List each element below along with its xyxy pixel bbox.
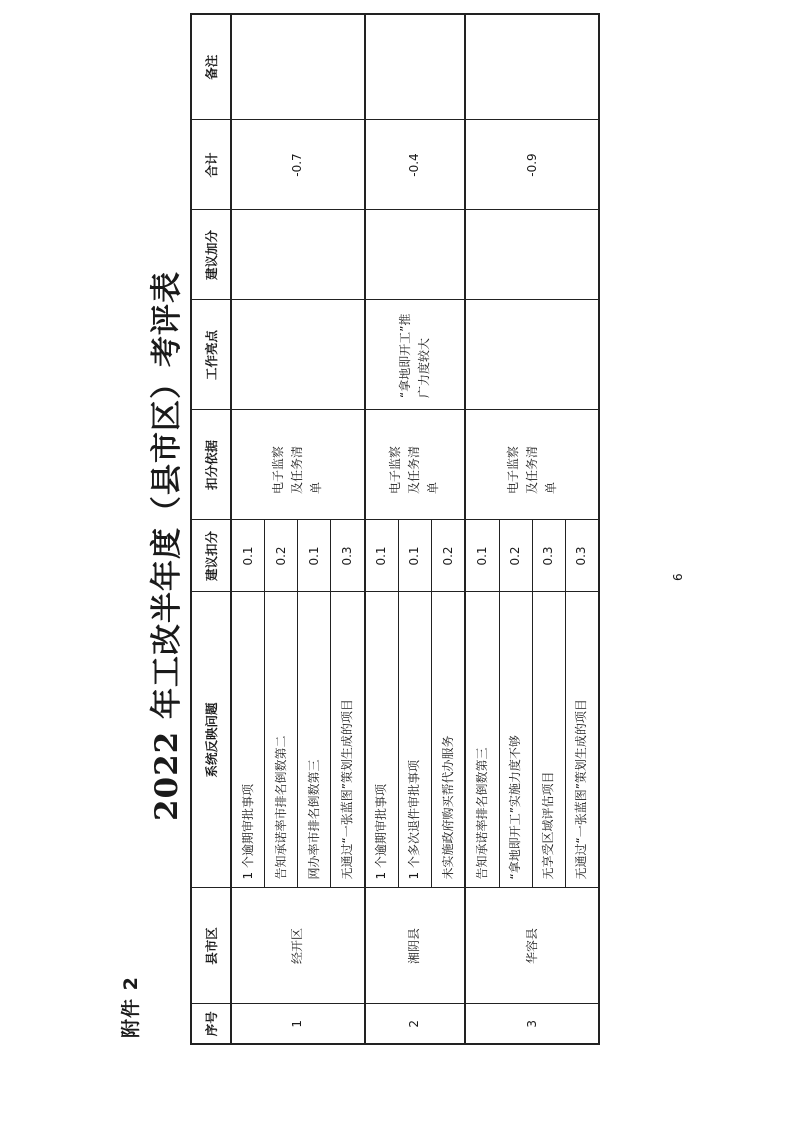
page-number: 6 [671,573,685,581]
deduct-cell: 0.1 [398,520,431,592]
deduct-cell: 0.1 [365,520,399,592]
issue-cell: 未实施政府购买帮代办服务 [431,592,465,888]
deduct-cell: 0.3 [532,520,565,592]
header-basis: 扣分依据 [191,410,231,520]
county-cell: 湘阴县 [365,888,466,1004]
document-title: 2022 年工改半年度（县市区）考评表 [149,270,185,822]
header-county: 县市区 [191,888,231,1004]
seq-cell: 1 [231,1004,365,1044]
county-cell: 经开区 [231,888,365,1004]
remark-cell [465,14,599,120]
deduct-cell: 0.2 [265,520,298,592]
suggest-add-cell [465,210,599,300]
deduct-cell: 0.2 [499,520,532,592]
highlight-cell [231,300,365,410]
header-total: 合计 [191,120,231,210]
annex-label: 附件 2 [120,976,142,1038]
total-cell: -0.9 [465,120,599,210]
header-remark: 备注 [191,14,231,120]
header-suggest-add: 建议加分 [191,210,231,300]
highlight-cell [465,300,599,410]
remark-cell [365,14,466,120]
seq-cell: 3 [465,1004,599,1044]
seq-cell: 2 [365,1004,466,1044]
basis-text: 电子监察及任务清单 [505,445,558,494]
issue-cell: 1 个多次退件审批事项 [398,592,431,888]
remark-cell [231,14,365,120]
header-seq: 序号 [191,1004,231,1044]
issue-cell: 告知承诺率市排名倒数第二 [265,592,298,888]
deduct-cell: 0.1 [465,520,499,592]
basis-cell [365,410,466,520]
issue-cell: 无享受区域评估项目 [532,592,565,888]
deduct-cell: 0.3 [331,520,365,592]
header-highlight: 工作亮点 [191,300,231,410]
basis-text: 电子监察及任务清单 [388,445,441,494]
deduct-cell: 0.2 [431,520,465,592]
header-suggest-deduct: 建议扣分 [191,520,231,592]
highlight-cell [365,300,466,410]
table-row [365,14,399,1044]
header-issue: 系统反映问题 [191,592,231,888]
evaluation-table [190,13,600,1045]
issue-cell: 无通过“一张蓝图”策划生成的项目 [565,592,599,888]
suggest-add-cell [365,210,466,300]
basis-text: 电子监察及任务清单 [271,445,324,494]
total-cell: -0.7 [231,120,365,210]
highlight-text: “拿地即开工”推广力度较大 [397,313,431,398]
county-cell: 华容县 [465,888,599,1004]
suggest-add-cell [231,210,365,300]
deduct-cell: 0.1 [298,520,331,592]
deduct-cell: 0.3 [565,520,599,592]
basis-cell [465,410,599,520]
issue-cell: 无通过“一张蓝图”策划生成的项目 [331,592,365,888]
issue-cell: 1 个逾期审批事项 [365,592,399,888]
basis-cell [231,410,365,520]
table-header-row [191,14,231,1044]
table-row [231,14,265,1044]
issue-cell: 告知承诺率排名倒数第三 [465,592,499,888]
issue-cell: 1 个逾期审批事项 [231,592,265,888]
table-row [465,14,499,1044]
total-cell: -0.4 [365,120,466,210]
deduct-cell: 0.1 [231,520,265,592]
issue-cell: 网办率市排名倒数第三 [298,592,331,888]
issue-cell: “拿地即开工”实施力度不够 [499,592,532,888]
